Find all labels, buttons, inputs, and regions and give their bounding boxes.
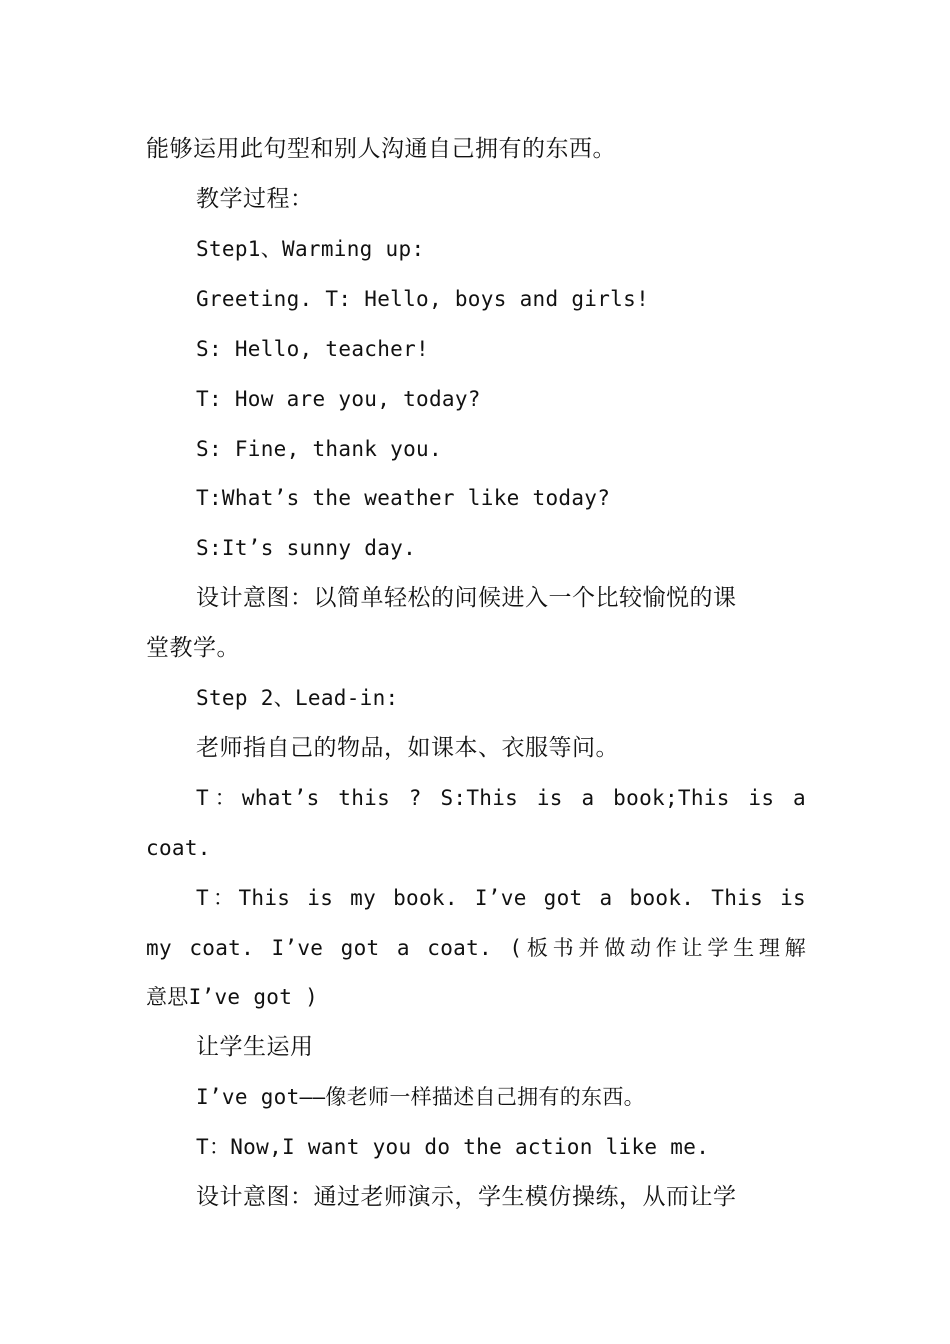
dialogue-line: T：what’s this ? S:This is a book;This is a [196,786,806,810]
step-heading: Step 2、Lead-in: [196,686,399,710]
design-intent-line: 堂教学。 [146,635,240,661]
dialogue-line: 意思I’ve got ) [146,985,319,1009]
dialogue-line: coat. [146,836,211,860]
dialogue-line: S: Hello, teacher! [196,337,429,361]
dialogue-line: T: How are you, today? [196,387,481,411]
dialogue-line: Greeting. T: Hello, boys and girls! [196,287,650,311]
design-intent-line: 设计意图：通过老师演示，学生模仿操练，从而让学 [196,1184,737,1210]
paragraph-line: 老师指自己的物品，如课本、衣服等问。 [196,735,619,761]
dialogue-line: S:It’s sunny day. [196,536,417,560]
step-heading: Step1、Warming up: [196,237,425,261]
design-intent-line: 设计意图：以简单轻松的问候进入一个比较愉悦的课 [196,585,737,611]
dialogue-line: T：Now,I want you do the action like me. [196,1135,710,1159]
paragraph-line: 让学生运用 [196,1034,314,1060]
paragraph-line: 能够运用此句型和别人沟通自己拥有的东西。 [146,136,616,162]
dialogue-line: T:What’s the weather like today? [196,486,611,510]
paragraph-line: I’ve got——像老师一样描述自己拥有的东西。 [196,1085,645,1109]
dialogue-line: my coat. I’ve got a coat. (板书并做动作让学生理解 [146,936,806,960]
dialogue-line: T：This is my book. I’ve got a book. This is [196,886,806,910]
dialogue-line: S: Fine, thank you. [196,437,442,461]
section-heading: 教学过程： [196,186,314,212]
